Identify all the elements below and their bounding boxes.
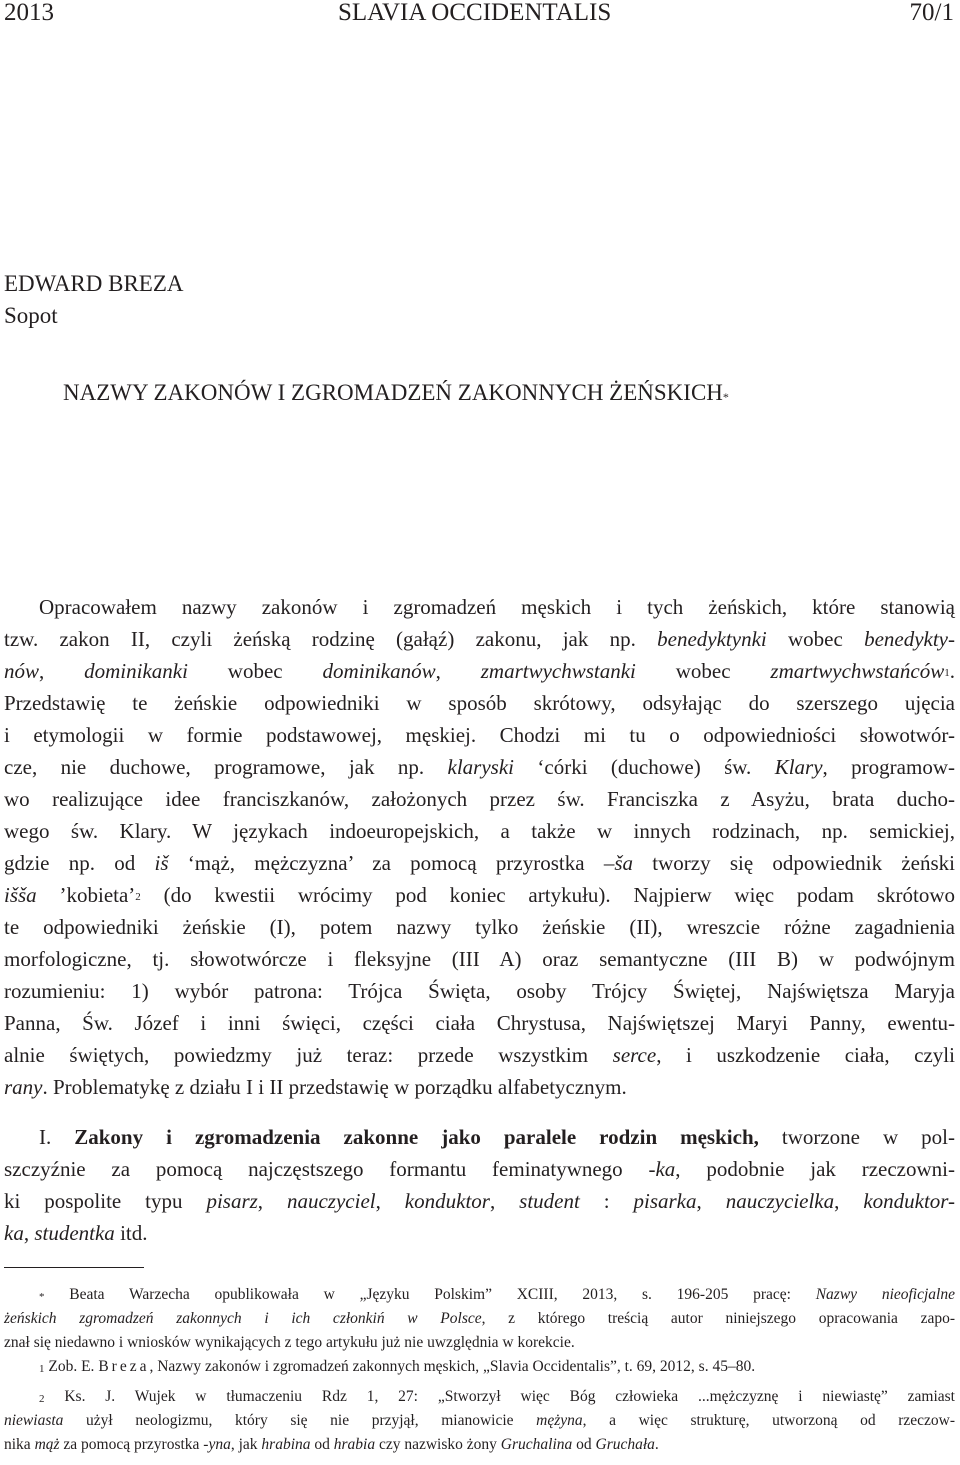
text-line: Przedstawię te żeńskie odpowiedniki w sposób skrótowy, odsyłając do szerszego ujęcia (4, 691, 955, 715)
body-paragraph-1 (4, 591, 955, 1103)
text-line: Opracowałem nazwy zakonów i zgromadzeń męskich i tych żeńskich, które stanowią (39, 595, 955, 619)
footnote-ref-2: 2 (135, 891, 141, 903)
footnote-star: * Beata Warzecha opublikowała w „Języku Polskim” XCIII, 2013, s. 196-205 pracę: Nazwy nieoficjalne (39, 1286, 955, 1303)
running-head-volume: 70/1 (909, 0, 954, 26)
text-line: wego św. Klary. W językach indoeuropejskich, a także w innych rodzinach, np. semickiej, (4, 819, 955, 843)
running-head-year: 2013 (4, 0, 54, 26)
text-line: rany. Problematykę z działu I i II przedstawię w porządku alfabetycznym. (4, 1075, 627, 1099)
text-line: Panna, Św. Józef i inni święci, części ciała Chrystusa, Najświętszej Maryi Panny, ewentu- (4, 1011, 955, 1035)
text-line: szczyźnie za pomocą najczęstszego formantu feminatywnego -ka, podobnie jak rzeczowni- (4, 1157, 955, 1181)
text-line: nika mąż za pomocą przyrostka -yna, jak hrabina od hrabia czy nazwisko żony Gruchalina od Gruchała. (4, 1436, 659, 1453)
text-line: cze, nie duchowe, programowe, jak np. klaryski ‘córki (duchowe) św. Klary, programow- (4, 755, 955, 779)
article-title (63, 377, 729, 409)
text-line: gdzie np. od iš ‘mąż, mężczyzna’ za pomocą przyrostka –ša tworzy się odpowiednik żeński (4, 851, 956, 875)
text-line: tzw. zakon II, czyli żeńską rodzinę (gałąź) zakonu, jak np. benedyktynki wobec benedykty- (4, 627, 955, 651)
author-affiliation: Sopot (4, 303, 58, 328)
article-title-text: NAZWY ZAKONÓW I ZGROMADZEŃ ZAKONNYCH ŻEŃSKICH (63, 380, 723, 405)
text-line: i etymologii w formie podstawowej, męskiej. Chodzi mi tu o odpowiedniości słowotwór- (4, 723, 955, 747)
text-line: ki pospolite typu pisarz, nauczyciel, konduktor, student : pisarka, nauczycielka, konduktor- (4, 1189, 956, 1213)
author-name: EDWARD BREZA (4, 271, 184, 296)
text-line: ka, studentka itd. (4, 1221, 148, 1245)
text-line: rozumieniu: 1) wybór patrona: Trójca Święta, osoby Trójcy Świętej, Najświętsza Maryja (4, 979, 955, 1003)
body-paragraph-2 (4, 1121, 955, 1249)
section-heading: Zakony i zgromadzenia zakonne jako paralele rodzin męskich, (74, 1125, 759, 1149)
footnote-1: $^1$ Zob. E. Breza, Nazwy zakonów i zgromadzeń zakonnych męskich, „Slavia Occidentalis”, t. 69, 2012, s. 45–80. (39, 1358, 756, 1375)
running-head-journal: SLAVIA OCCIDENTALIS (338, 0, 612, 26)
text-line: morfologiczne, tj. słowotwórcze i fleksyjne (III A) oraz semantyczne (III B) w podwójnym (4, 947, 955, 971)
article-title-footnote-mark: * (722, 390, 729, 404)
footnote-separator (4, 1267, 144, 1268)
text-line: alnie świętych, powiedzmy już teraz: przede wszystkim serce, i uszkodzenie ciała, czyli (4, 1043, 955, 1067)
text-line: wo realizujące idee franciszkanów, założonych przez św. Franciszka z Asyżu, brata ducho- (4, 787, 955, 811)
text-line: znał się niedawno i wniosków wynikających z tego artykułu już nie uwzględnia w korekcie. (4, 1334, 575, 1351)
text-line: I. Zakony i zgromadzenia zakonne jako paralele rodzin męskich, tworzone w pol- (39, 1125, 955, 1149)
footnotes (4, 1283, 955, 1457)
text-line: nów, dominikanki wobec dominikanów, zmartwychwstanki wobec zmartwychwstańców$^1$. (4, 659, 956, 683)
text-line: išša ’kobieta’$^2$ (do kwestii wrócimy pod koniec artykułu). Najpierw więc podam skrótowo (4, 883, 955, 907)
footnote-2: $^2$ Ks. J. Wujek w tłumaczeniu Rdz 1, 27: „Stworzył więc Bóg człowieka ...mężczyznę i niewiastę” zamiast (39, 1388, 955, 1405)
text-line: niewiasta użył neologizmu, który się nie przyjął, mianowicie mężyna, a więc strukturę, utworzoną od rzeczow- (4, 1412, 955, 1429)
footnote-ref-1: 1 (944, 667, 950, 679)
text-line: te odpowiedniki żeńskie (I), potem nazwy tylko żeńskie (II), wreszcie różne zagadnienia (4, 915, 955, 939)
text-line: żeńskich zgromadzeń zakonnych i ich członkiń w Polsce, z którego treścią autor niniejszego opracowania zapo- (4, 1310, 956, 1327)
